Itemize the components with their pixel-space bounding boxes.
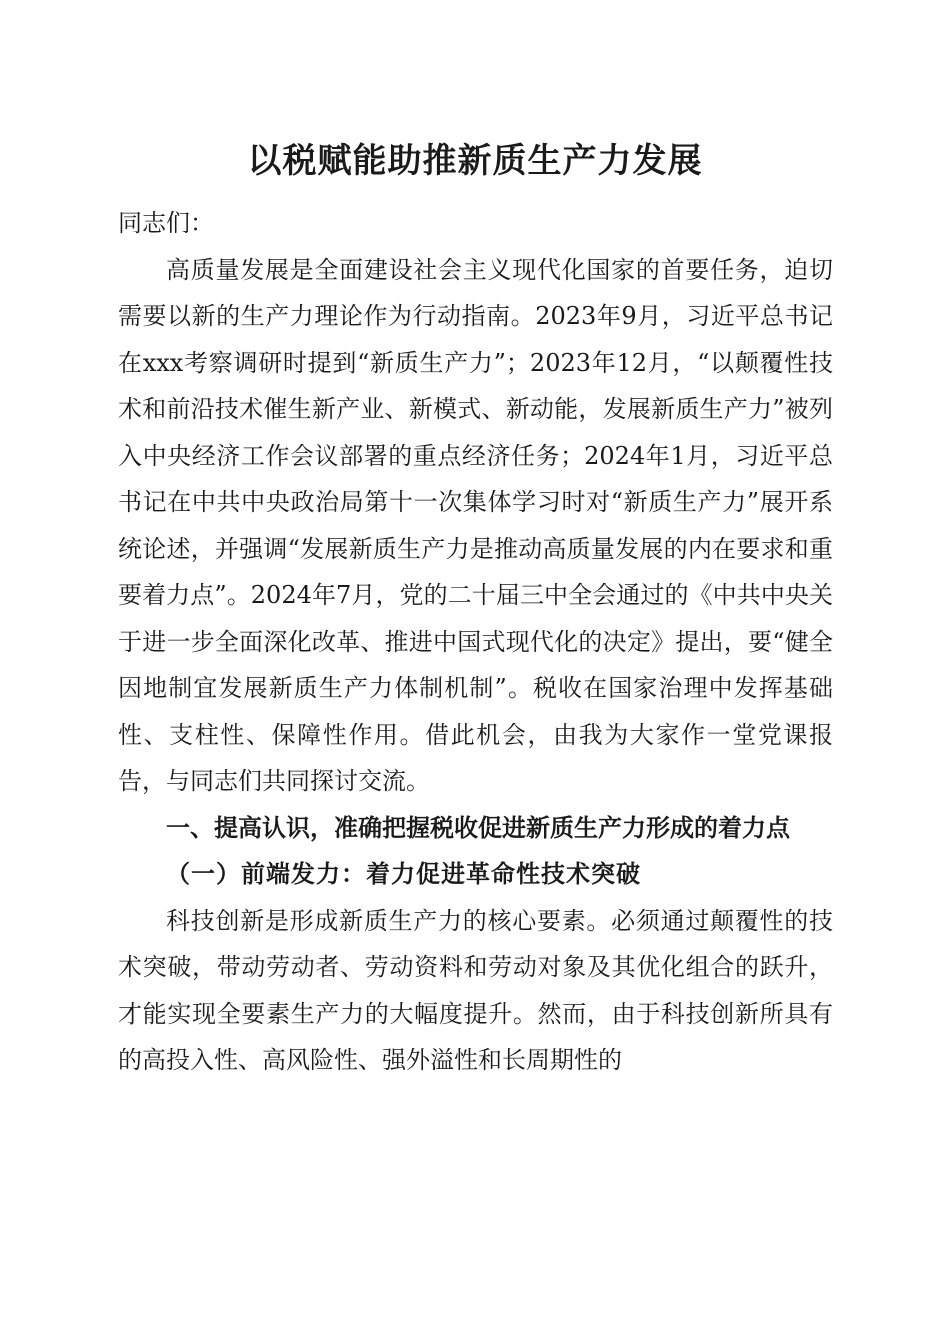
subsection-heading: （一）前端发力：着力促进革命性技术突破 bbox=[166, 860, 641, 888]
section-heading: 一、提高认识，准确把握税收促进新质生产力形成的着力点 bbox=[166, 813, 790, 842]
intro-paragraph: 高质量发展是全面建设社会主义现代化国家的首要任务，迫切需要以新的生产力理论作为行动指南。2023年9月，习近平总书记在xxx考察调研时提到“新质生产力”；2023年12月，“以颠覆性技术和前沿技术催生新产业、新模式、新动能，发展新质生产力”被列入中央经济工作会议部署的重点经济任务；2024年1月，习近平总书记在中共中央政治局第十一次集体学习时对“新质生产力”展开系统论述，并强调“发展新质生产力是推动高质量发展的内在要求和重要着力点”。2024年7月，党的二十届三中全会通过的《中共中央关于进一步全面深化改革、推进中国式现代化的决定》提出，要“健全因地制宜发展新质生产力体制机制”。税收在国家治理中发挥基础性、支柱性、保障性作用。借此机会，由我为大家作一堂党课报告，与同志们共同探讨交流。 bbox=[118, 255, 833, 795]
document-body bbox=[118, 200, 833, 1084]
document-title: 以税赋能助推新质生产力发展 bbox=[247, 141, 703, 181]
salutation: 同志们： bbox=[118, 209, 214, 237]
body-paragraph: 科技创新是形成新质生产力的核心要素。必须通过颠覆性的技术突破，带动劳动者、劳动资料和劳动对象及其优化组合的跃升，才能实现全要素生产力的大幅度提升。然而，由于科技创新所具有的高投入性、高风险性、强外溢性和长周期性的 bbox=[118, 906, 833, 1074]
